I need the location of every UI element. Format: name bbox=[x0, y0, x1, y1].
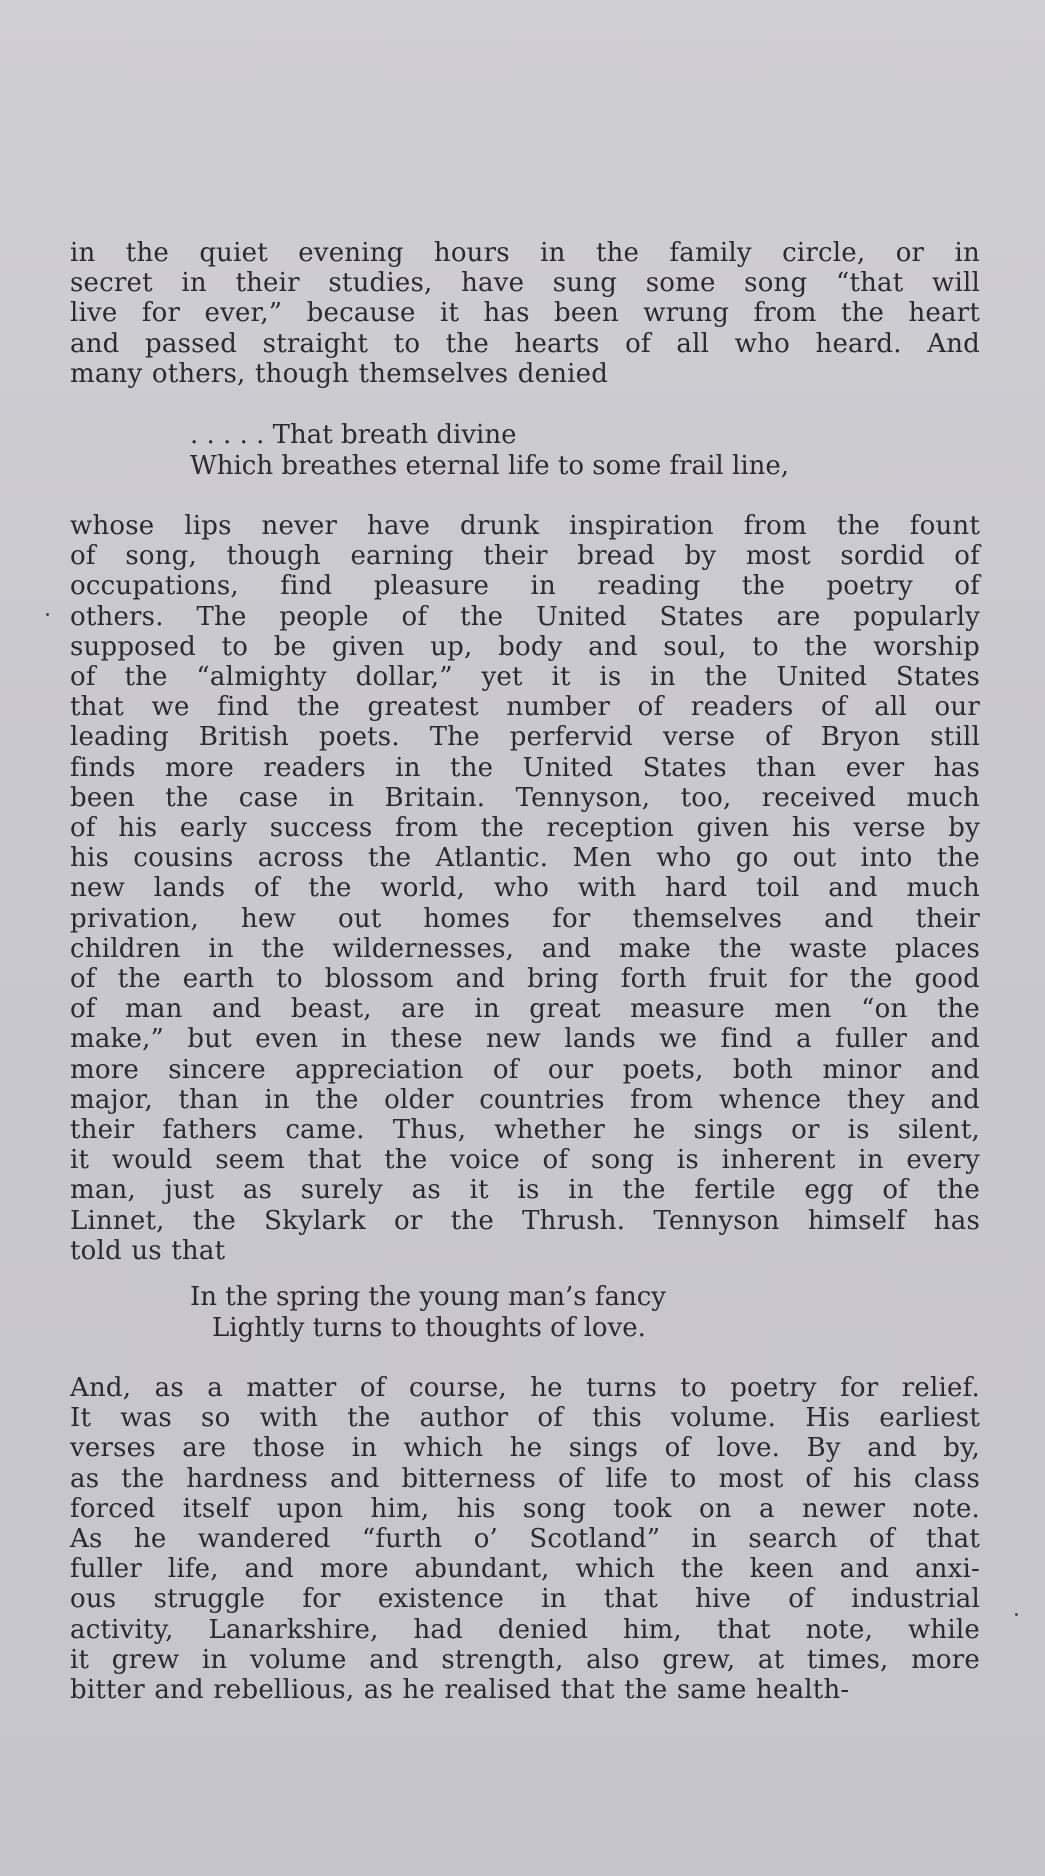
text-line: of song, though earning their bread by most sordid of bbox=[70, 541, 980, 572]
text-line: privation, hew out homes for themselves and their bbox=[70, 903, 980, 934]
text-line: it would seem that the voice of song is inherent in every bbox=[70, 1145, 980, 1176]
text-line: fuller life, and more abundant, which the keen and anxi- bbox=[70, 1554, 980, 1585]
verse-line: Which breathes eternal life to some frail line, bbox=[190, 450, 790, 481]
text-line: his cousins across the Atlantic. Men who go out into the bbox=[70, 843, 980, 874]
text-line: many others, though themselves denied bbox=[70, 358, 609, 389]
text-line: it grew in volume and strength, also grew, at times, more bbox=[70, 1644, 980, 1675]
text-line: new lands of the world, who with hard toil and much bbox=[70, 873, 980, 904]
text-line: in the quiet evening hours in the family circle, or in bbox=[70, 238, 980, 268]
text-line: forced itself upon him, his song took on a newer note. bbox=[70, 1493, 980, 1524]
text-line: of his early success from the reception given his verse by bbox=[70, 813, 980, 844]
text-line: more sincere appreciation of our poets, both minor and bbox=[70, 1054, 980, 1085]
text-line: told us that bbox=[70, 1235, 226, 1266]
paragraph-2 bbox=[70, 511, 980, 1266]
text-line: of the “almighty dollar,” yet it is in the United States bbox=[70, 662, 980, 693]
text-line: children in the wildernesses, and make the waste places bbox=[70, 933, 980, 964]
text-line: man, just as surely as it is in the fertile egg of the bbox=[70, 1175, 980, 1206]
text-line: And, as a matter of course, he turns to poetry for relief. bbox=[70, 1373, 980, 1403]
verse-quote-1 bbox=[190, 420, 789, 481]
text-line: activity, Lanarkshire, had denied him, that note, while bbox=[70, 1614, 980, 1645]
text-line: as the hardness and bitterness of life to most of his class bbox=[70, 1463, 980, 1494]
text-line: whose lips never have drunk inspiration from the fount bbox=[70, 511, 980, 541]
text-line: finds more readers in the United States than ever has bbox=[70, 752, 980, 783]
text-line: others. The people of the United States are popularly bbox=[70, 601, 980, 632]
text-line: of the earth to blossom and bring forth fruit for the good bbox=[70, 964, 980, 995]
text-line: supposed to be given up, body and soul, to the worship bbox=[70, 631, 980, 662]
text-line: been the case in Britain. Tennyson, too, received much bbox=[70, 782, 980, 813]
paragraph-1 bbox=[70, 238, 980, 389]
paragraph-3 bbox=[70, 1373, 980, 1705]
text-line: major, than in the older countries from whence they and bbox=[70, 1084, 980, 1115]
text-line: occupations, find pleasure in reading the poetry of bbox=[70, 571, 980, 602]
text-line: bitter and rebellious, as he realised that the same health- bbox=[70, 1675, 850, 1706]
text-line: It was so with the author of this volume. His earliest bbox=[70, 1403, 980, 1434]
text-line: leading British poets. The perfervid verse of Bryon still bbox=[70, 722, 980, 753]
text-line: make,” but even in these new lands we find a fuller and bbox=[70, 1024, 980, 1055]
print-speck bbox=[1015, 1613, 1018, 1616]
text-line: their fathers came. Thus, whether he sings or is silent, bbox=[70, 1115, 980, 1146]
text-line: Linnet, the Skylark or the Thrush. Tennyson himself has bbox=[70, 1205, 980, 1236]
text-line: of man and beast, are in great measure men “on the bbox=[70, 994, 980, 1025]
verse-line: Lightly turns to thoughts of love. bbox=[212, 1312, 646, 1343]
text-line: ous struggle for existence in that hive of industrial bbox=[70, 1584, 980, 1615]
text-line: secret in their studies, have sung some song “that will bbox=[70, 268, 980, 299]
text-line: that we find the greatest number of readers of all our bbox=[70, 692, 980, 723]
verse-line: In the spring the young man’s fancy bbox=[190, 1282, 666, 1312]
verse-quote-2 bbox=[190, 1282, 666, 1343]
text-line: verses are those in which he sings of love. By and by, bbox=[70, 1433, 980, 1464]
text-line: live for ever,” because it has been wrung from the heart bbox=[70, 298, 980, 329]
print-speck bbox=[46, 613, 49, 616]
verse-line: . . . . . That breath divine bbox=[190, 420, 517, 450]
text-line: As he wandered “furth o’ Scotland” in search of that bbox=[70, 1524, 980, 1555]
text-line: and passed straight to the hearts of all who heard. And bbox=[70, 328, 980, 359]
